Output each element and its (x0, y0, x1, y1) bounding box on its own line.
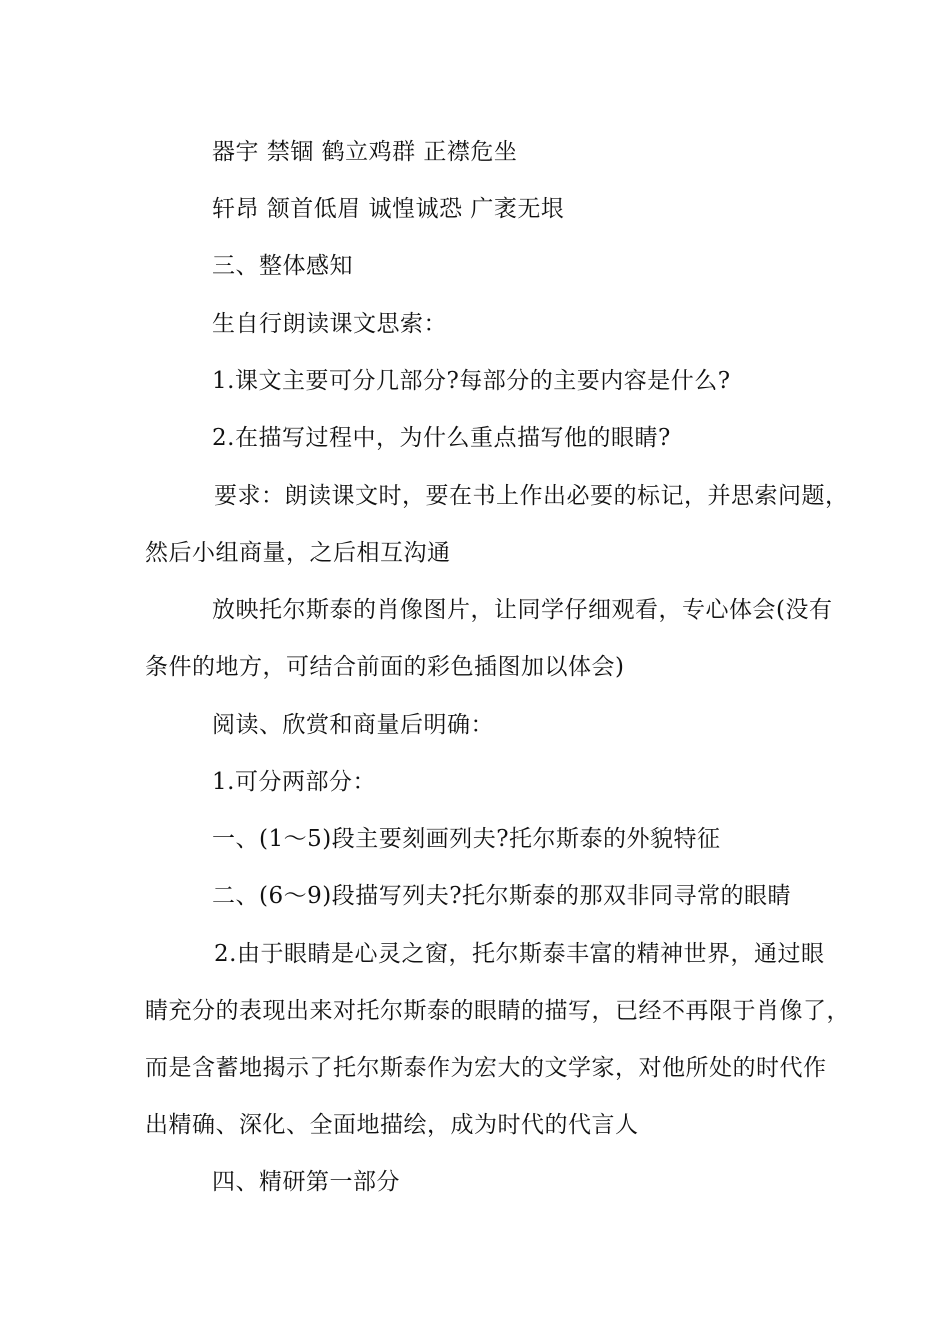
question-1: 1.课文主要可分几部分?每部分的主要内容是什么? (212, 368, 731, 394)
answer-1-part-2: 二、(6～9)段描写列夫?托尔斯泰的那双非同寻常的眼睛 (212, 883, 792, 909)
vocab-line-2: 轩昂 颔首低眉 诚惶诚恐 广袤无垠 (212, 196, 565, 222)
requirement-line-2: 然后小组商量，之后相互沟通 (145, 540, 451, 566)
section-heading-4: 四、精研第一部分 (212, 1169, 400, 1195)
section-heading-3: 三、整体感知 (212, 253, 353, 279)
portrait-line-1: 放映托尔斯泰的肖像图片，让同学仔细观看，专心体会(没有 (212, 597, 833, 623)
portrait-line-2: 条件的地方，可结合前面的彩色插图加以体会) (145, 654, 625, 680)
vocab-line-1: 器宇 禁锢 鹤立鸡群 正襟危坐 (212, 139, 518, 165)
paragraph-line: 阅读、欣赏和商量后明确： (212, 712, 494, 738)
question-2: 2.在描写过程中，为什么重点描写他的眼睛? (212, 425, 671, 451)
requirement-line-1: 要求：朗读课文时，要在书上作出必要的标记，并思索问题， (214, 483, 849, 509)
paragraph-line: 生自行朗读课文思索： (212, 311, 447, 337)
answer-2-line-2: 睛充分的表现出来对托尔斯泰的眼睛的描写，已经不再限于肖像了， (145, 998, 850, 1024)
answer-2-line-3: 而是含蓄地揭示了托尔斯泰作为宏大的文学家，对他所处的时代作 (145, 1055, 827, 1081)
answer-2-line-1: 2.由于眼睛是心灵之窗，托尔斯泰丰富的精神世界，通过眼 (214, 941, 825, 967)
answer-2-line-4: 出精确、深化、全面地描绘，成为时代的代言人 (145, 1112, 639, 1138)
answer-1: 1.可分两部分： (212, 769, 376, 795)
answer-1-part-1: 一、(1～5)段主要刻画列夫?托尔斯泰的外貌特征 (212, 826, 721, 852)
